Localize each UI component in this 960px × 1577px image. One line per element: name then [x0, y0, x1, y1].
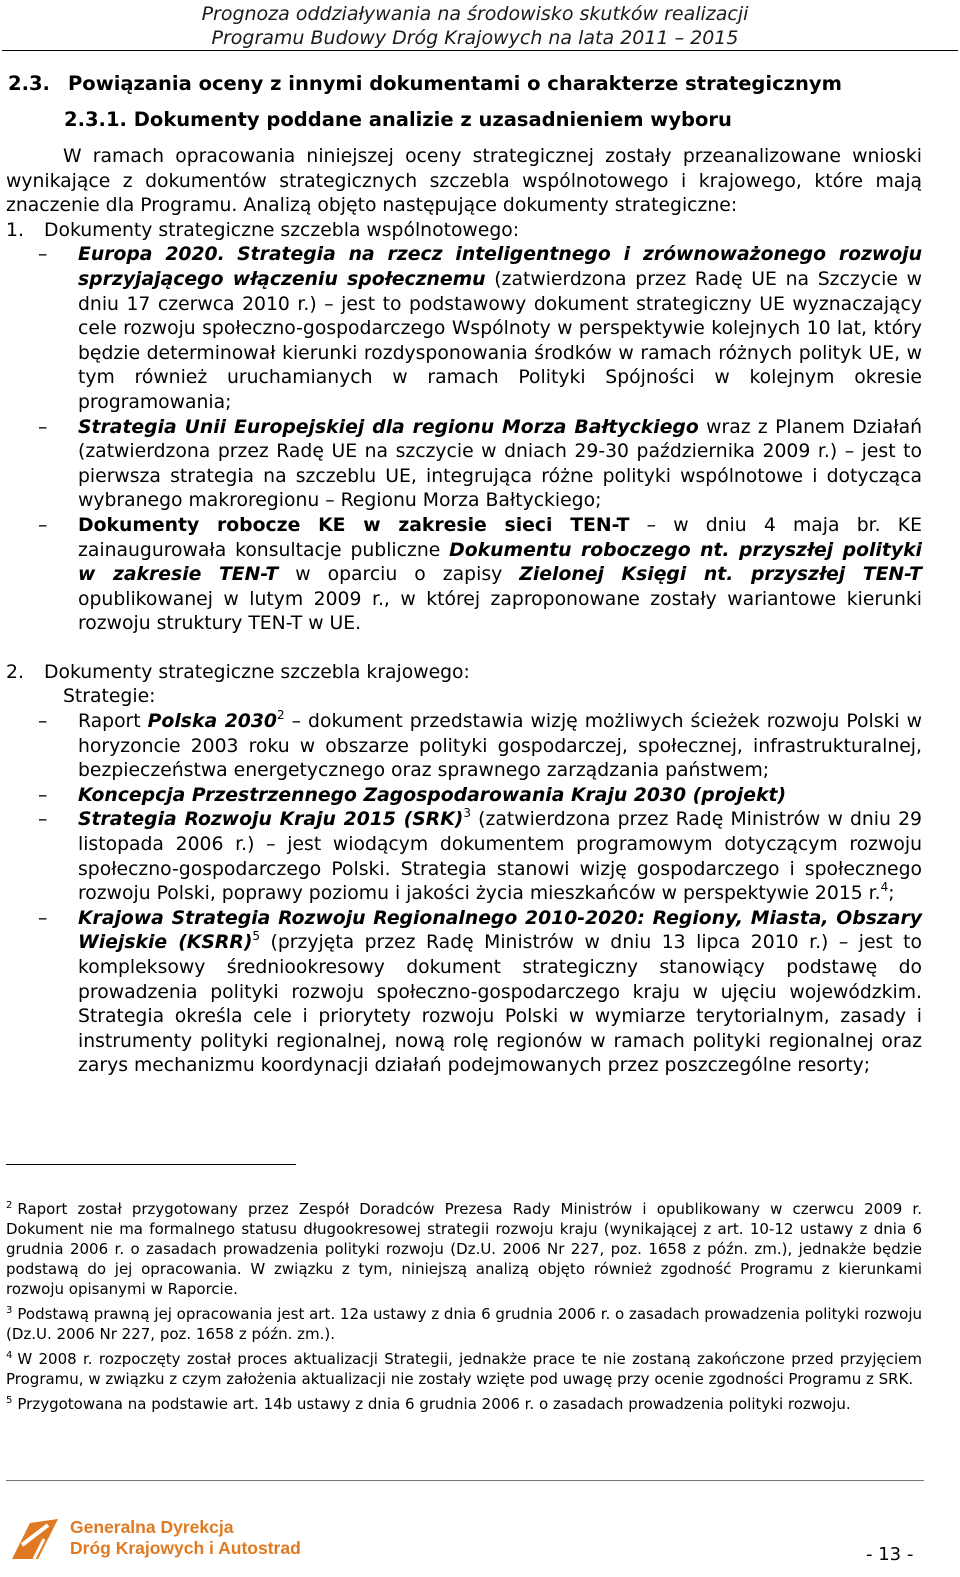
list-item: – Koncepcja Przestrzennego Zagospodarowania Kraju 2030 (projekt) [6, 784, 922, 809]
gddkia-logo [8, 1515, 338, 1565]
subsection-number: 2.3.1. [64, 108, 127, 131]
subsection-heading [64, 107, 732, 133]
footnote-ref: 2 [276, 708, 285, 723]
group2-heading: 2. Dokumenty strategiczne szczebla krajowego: [6, 661, 470, 683]
dash-bullet: – [38, 907, 48, 929]
header-line-1: Prognoza oddziaływania na środowisko skutków realizacji [201, 3, 749, 25]
footnote: $^5$ Przygotowana na podstawie art. 14b ustawy z dnia 6 grudnia 2006 r. o zasadach prowadzenia polityki rozwoju. [6, 1395, 851, 1413]
dash-bullet: – [38, 809, 48, 831]
footer-rule [6, 1480, 924, 1481]
footnote-ref: 3 [463, 806, 471, 821]
list-item: – Strategia Rozwoju Kraju 2015 (SRK)$^3$ (zatwierdzona przez Radę Ministrów w dniu 29 listopada 2006 r.) – jest wiodącym dokumentem programowym dotyczącym rozwoju społeczno-gospodarczego Polski. Strategia stanowi wizję gospodarczego i społecznego rozwoju Polski, poprawy poziomu i jakości życia mieszkańców w perspektywie 2015 r.$^4$; [38, 806, 922, 905]
road-logo-icon [8, 1515, 64, 1563]
dash-bullet: – [38, 784, 48, 806]
footnote-ref: 4 [880, 880, 889, 895]
header-rule [2, 50, 958, 51]
list-item: – Europa 2020. Strategia na rzecz inteligentnego i zrównoważonego rozwoju sprzyjającego włączeniu społecznemu (zatwierdzona przez Radę UE na Szczycie w dniu 17 czerwca 2010 r.) – jest to podstawowy dokument strategiczny UE wyznaczający cele rozwoju społeczno-gospodarczego Wspólnoty w perspektywie kolejnych 10 lat, który będzie determinował kierunki rozdysponowania środków w ramach różnych polityk UE, w tym również uruchamianych w ramach Polityki Spójności w kolejnym okresie programowania; [38, 244, 922, 413]
list-item: – Strategia Unii Europejskiej dla regionu Morza Bałtyckiego wraz z Planem Działań (zatwierdzona przez Radę UE na szczycie w dniach 29-30 października 2009 r.) – jest to pierwsza strategia na szczeblu UE, integrująca różne polityki wspólnotowe i dotycząca wybranego makroregionu – Regionu Morza Bałtyckiego; [38, 416, 922, 512]
list-item: – Dokumenty robocze KE w zakresie sieci TEN-T – w dniu 4 maja br. KE zainaugurowała konsultacje publiczne Dokumentu roboczego nt. przyszłej polityki w zakresie TEN-T w oparciu o zapisy Zielonej Księgi nt. przyszłej TEN-T opublikowanej w lutym 2009 r., w której zaproponowane zostały wariantowe kierunki rozwoju struktury TEN-T w UE. [38, 514, 922, 635]
subsection-title: Dokumenty poddane analizie z uzasadnieniem wyboru [133, 108, 732, 131]
footnote: $^2$ Raport został przygotowany przez Zespół Doradców Prezesa Rady Ministrów i opublikowany w czerwcu 2009 r. Dokument nie ma formalnego statusu długookresowej strategii rozwoju kraju (wynikającej z art. 10-12 ustawy z dnia 6 grudnia 2006 r. o zasadach prowadzenia polityki rozwoju (Dz.U. 2006 Nr 227, poz. 1658 z późn. zm.), jednakże będzie podstawą do jej opracowania. W związku z tym, niniejszą analizą objęto również zgodność Programu z kierunkami rozwoju opisanymi w Raporcie. [6, 1200, 922, 1298]
document-body [6, 145, 922, 1079]
header-line-2: Programu Budowy Dróg Krajowych na lata 2011 – 2015 [211, 27, 739, 49]
group1-heading: 1. Dokumenty strategiczne szczebla wspólnotowego: [6, 219, 520, 241]
logo-text: Generalna Dyrekcja Dróg Krajowych i Autostrad [70, 1517, 301, 1558]
footnote-separator [6, 1164, 296, 1165]
intro-paragraph: W ramach opracowania niniejszej oceny strategicznej zostały przeanalizowane wnioski wynikające z dokumentów strategicznych szczebla wspólnotowego i krajowego, które mają znaczenie dla Programu. Analizą objęto następujące dokumenty strategiczne: [6, 146, 922, 217]
dash-bullet: – [38, 711, 48, 733]
footnote: $^4$ W 2008 r. rozpoczęty został proces aktualizacji Strategii, jednakże prace te nie zostaną zakończone przed przyjęciem Programu, w związku z czym założenia aktualizacji nie zostały wzięte pod uwagę przy ocenie zgodności Programu z SRK. [6, 1350, 922, 1388]
group2-sublabel: Strategie: [63, 686, 156, 708]
footnote-ref: 5 [252, 929, 261, 944]
footnotes [6, 1199, 922, 1419]
list-item: – Krajowa Strategia Rozwoju Regionalnego 2010-2020: Regiony, Miasta, Obszary Wiejskie (KSRR)$^5$ (przyjęta przez Radę Ministrów w dniu 13 lipca 2010 r.) – jest to kompleksowy średniookresowy dokument strategiczny stanowiący podstawę do prowadzenia polityki rozwoju społeczno-gospodarczego kraju w ujęciu wojewódzkim. Strategia określa cele i priorytety rozwoju Polski w wymiarze terytorialnym, zasady i instrumenty polityki regionalnej, nową rolę regionów w ramach polityki regionalnej oraz zarys mechanizmu koordynacji działań podejmowanych przez poszczególne resorty; [38, 907, 922, 1077]
section-number: 2.3. [8, 72, 50, 95]
section-heading [8, 71, 842, 97]
page-number: - 13 - [866, 1544, 914, 1565]
footnote: $^3$ Podstawą prawną jej opracowania jest art. 12a ustawy z dnia 6 grudnia 2006 r. o zasadach prowadzenia polityki rozwoju (Dz.U. 2006 Nr 227, poz. 1658 z późn. zm.). [6, 1305, 922, 1343]
dash-bullet: – [38, 416, 48, 438]
dash-bullet: – [38, 244, 48, 266]
dash-bullet: – [38, 514, 48, 536]
list-item: – Raport Polska 2030$^2$ – dokument przedstawia wizję możliwych ścieżek rozwoju Polski w horyzoncie 2003 roku w obszarze polityki gospodarczej, społecznej, infrastrukturalnej, bezpieczeństwa energetycznego oraz sprawnego zarządzania państwem; [38, 708, 923, 782]
running-header [0, 2, 960, 50]
section-title: Powiązania oceny z innymi dokumentami o charakterze strategicznym [68, 72, 842, 95]
